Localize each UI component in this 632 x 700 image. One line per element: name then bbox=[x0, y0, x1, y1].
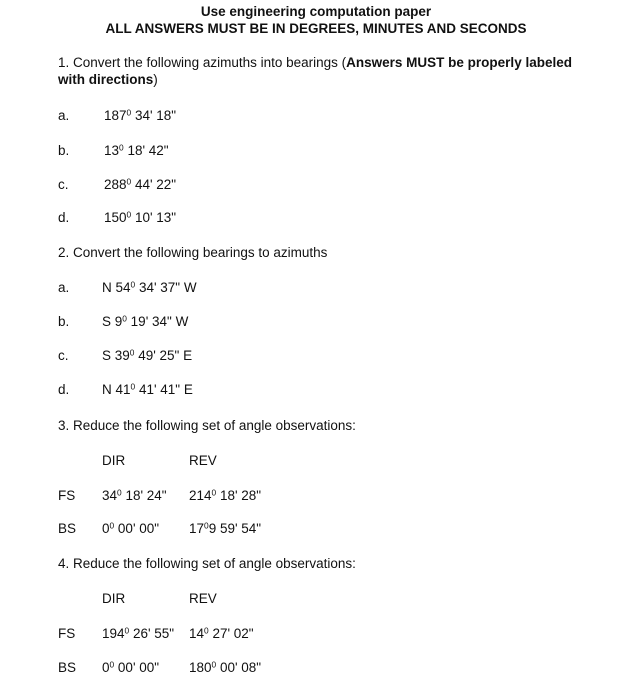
item-label: b. bbox=[58, 143, 70, 158]
column-header-rev: REV bbox=[189, 453, 217, 468]
question-1-prompt-line2 bbox=[58, 72, 158, 87]
row-label: BS bbox=[58, 521, 77, 536]
item-label: c. bbox=[58, 348, 69, 363]
column-header-dir: DIR bbox=[102, 591, 126, 606]
azimuth-value: $150^0$ 10' 13" bbox=[104, 209, 177, 225]
dir-value: $0^0$ 00' 00" bbox=[102, 659, 160, 675]
paren-close: ) bbox=[153, 72, 158, 87]
dir-value: $34^0$ 18' 24" bbox=[102, 487, 167, 503]
question-1-text: 1. Convert the following azimuths into bearings bbox=[58, 55, 342, 70]
row-label: FS bbox=[58, 626, 76, 641]
header-line-2: ALL ANSWERS MUST BE IN DEGREES, MINUTES AND SECONDS bbox=[105, 21, 527, 36]
dir-value: $0^0$ 00' 00" bbox=[102, 520, 160, 536]
rev-value: $17^09$ 59' 54" bbox=[189, 520, 262, 536]
question-3-prompt: 3. Reduce the following set of angle observations: bbox=[58, 418, 356, 433]
paren-open: ( bbox=[341, 55, 347, 70]
item-label: a. bbox=[58, 280, 70, 295]
item-label: c. bbox=[58, 177, 69, 192]
column-header-dir: DIR bbox=[102, 453, 126, 468]
question-2-prompt: 2. Convert the following bearings to azimuths bbox=[58, 245, 328, 260]
dir-value: $194^0$ 26' 55" bbox=[102, 625, 175, 641]
rev-value: $14^0$ 27' 02" bbox=[189, 625, 254, 641]
item-label: b. bbox=[58, 314, 70, 329]
question-1-emphasis-2: with directions bbox=[58, 72, 154, 87]
question-1-prompt bbox=[58, 55, 572, 70]
bearing-value: N $41^0$ 41' 41" E bbox=[102, 381, 193, 397]
azimuth-value: $13^0$ 18' 42" bbox=[104, 142, 169, 158]
column-header-rev: REV bbox=[189, 591, 217, 606]
header-line-1: Use engineering computation paper bbox=[200, 4, 432, 19]
azimuth-value: $288^0$ 44' 22" bbox=[104, 176, 177, 192]
question-1-emphasis: Answers MUST be properly labeled bbox=[346, 55, 572, 70]
item-label: d. bbox=[58, 210, 70, 225]
row-label: BS bbox=[58, 660, 77, 675]
question-4-prompt: 4. Reduce the following set of angle observations: bbox=[58, 556, 356, 571]
bearing-value: S $39^0$ 49' 25" E bbox=[102, 347, 193, 363]
rev-value: $214^0$ 18' 28" bbox=[189, 487, 262, 503]
rev-value: $180^0$ 00' 08" bbox=[189, 659, 262, 675]
bearing-value: S $9^0$ 19' 34" W bbox=[102, 313, 189, 329]
bearing-value: N $54^0$ 34' 37" W bbox=[102, 279, 197, 295]
azimuth-value: $187^0$ 34' 18" bbox=[104, 107, 177, 123]
item-label: a. bbox=[58, 108, 70, 123]
item-label: d. bbox=[58, 382, 70, 397]
row-label: FS bbox=[58, 488, 76, 503]
